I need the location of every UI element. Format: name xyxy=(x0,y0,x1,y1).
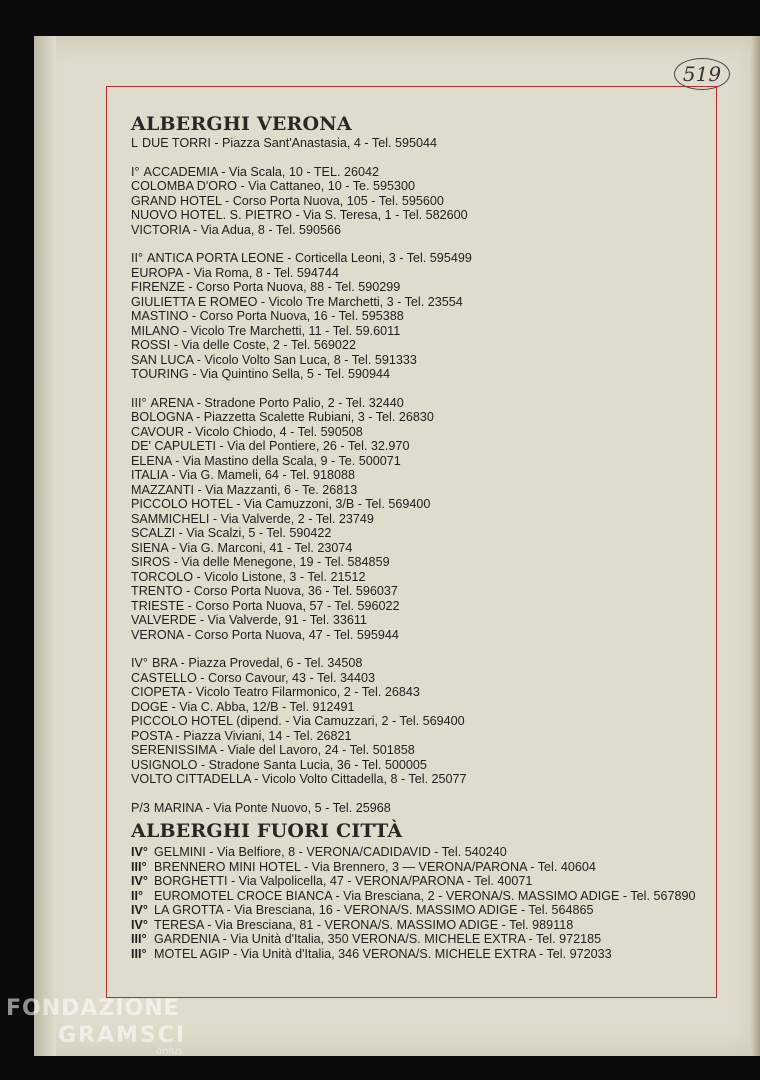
hotel-entry xyxy=(131,396,711,411)
page-spine xyxy=(34,36,56,1056)
hotel-entry-text: FIRENZE - Corso Porta Nuova, 88 - Tel. 590299 xyxy=(131,280,401,294)
hotel-entry xyxy=(131,613,711,628)
hotel-entry-text: TOURING - Via Quintino Sella, 5 - Tel. 590944 xyxy=(131,367,391,381)
hotel-entry-text: SIROS - Via delle Menegone, 19 - Tel. 584859 xyxy=(131,555,390,569)
hotel-entry-text: VALVERDE - Via Valverde, 91 - Tel. 33611 xyxy=(131,613,367,627)
hotel-entry-text: SAN LUCA - Vicolo Volto San Luca, 8 - Tel. 591333 xyxy=(131,352,417,367)
hotel-entry-text: TRIESTE - Corso Porta Nuova, 57 - Tel. 596022 xyxy=(131,598,400,613)
hotel-group xyxy=(131,801,711,816)
hotel-category: P/3 xyxy=(131,800,150,815)
hotel-entry xyxy=(131,801,711,816)
hotel-entry xyxy=(131,454,711,469)
hotel-entry-text: COLOMBA D'ORO - Via Cattaneo, 10 - Te. 595300 xyxy=(131,179,416,193)
hotel-entry-text: GRAND HOTEL - Corso Porta Nuova, 105 - Tel. 595600 xyxy=(131,193,444,208)
hotel-entry xyxy=(131,700,711,715)
hotel-entry xyxy=(131,599,711,614)
out-of-town-entry-text: BORGHETTI - Via Valpolicella, 47 - VERONA/PARONA - Tel. 40071 xyxy=(154,874,533,888)
hotel-entry xyxy=(131,410,711,425)
hotel-entry-text: CAVOUR - Vicolo Chiodo, 4 - Tel. 590508 xyxy=(131,424,363,439)
hotel-entry xyxy=(131,555,711,570)
out-of-town-entry-text: EUROMOTEL CROCE BIANCA - Via Bresciana, 2 - VERONA/S. MASSIMO ADIGE - Tel. 567890 xyxy=(154,888,696,903)
hotel-entry xyxy=(131,570,711,585)
page-number: 519 xyxy=(674,58,730,90)
fondazione-gramsci-watermark xyxy=(6,996,186,1057)
out-of-town-entry xyxy=(131,932,711,947)
hotel-category: IV° xyxy=(131,845,148,859)
hotel-category: IV° xyxy=(131,917,148,932)
hotel-category: III° xyxy=(131,395,147,410)
hotel-category: IV° xyxy=(131,874,148,888)
hotel-entry-text: ANTICA PORTA LEONE - Corticella Leoni, 3 - Tel. 595499 xyxy=(147,251,472,265)
hotel-entry xyxy=(131,526,711,541)
out-of-town-entry-text: TERESA - Via Bresciana, 81 - VERONA/S. MASSIMO ADIGE - Tel. 989118 xyxy=(154,917,574,932)
hotel-category: L xyxy=(131,136,139,150)
hotel-entry xyxy=(131,194,711,209)
hotel-entry xyxy=(131,223,711,238)
hotel-group xyxy=(131,251,711,382)
hotel-entry-text: PICCOLO HOTEL (dipend. - Via Camuzzari, 2 - Tel. 569400 xyxy=(131,714,465,728)
hotel-groups xyxy=(131,136,711,815)
hotel-entry xyxy=(131,497,711,512)
hotel-entry-text: SIENA - Via G. Marconi, 41 - Tel. 23074 xyxy=(131,540,353,555)
hotel-entry-text: SERENISSIMA - Viale del Lavoro, 24 - Tel. 501858 xyxy=(131,743,415,757)
hotel-category: IV° xyxy=(131,903,148,917)
hotel-entry-text: DUE TORRI - Piazza Sant'Anastasia, 4 - Tel. 595044 xyxy=(142,136,438,150)
hotel-entry xyxy=(131,468,711,483)
hotel-group xyxy=(131,165,711,238)
hotel-entry xyxy=(131,512,711,527)
hotel-entry xyxy=(131,743,711,758)
hotel-entry-text: ITALIA - Via G. Mameli, 64 - Tel. 918088 xyxy=(131,468,355,482)
out-of-town-entry xyxy=(131,874,711,889)
hotel-category: III° xyxy=(131,946,147,961)
watermark-line1: FONDAZIONE xyxy=(6,996,180,1021)
hotel-category: II° xyxy=(131,888,144,903)
hotel-entry-text: ELENA - Via Mastino della Scala, 9 - Te. 500071 xyxy=(131,453,401,468)
out-of-town-entry xyxy=(131,860,711,875)
hotel-category: I° xyxy=(131,164,140,179)
hotel-entry-text: MASTINO - Corso Porta Nuova, 16 - Tel. 595388 xyxy=(131,309,404,323)
hotel-category: IV° xyxy=(131,656,148,670)
hotel-entry xyxy=(131,353,711,368)
hotel-entry xyxy=(131,179,711,194)
hotel-entry-text: MILANO - Vicolo Tre Marchetti, 11 - Tel. 59.6011 xyxy=(131,323,401,338)
out-of-town-entry xyxy=(131,889,711,904)
page-edge xyxy=(750,36,760,1056)
hotel-entry xyxy=(131,309,711,324)
hotel-entry xyxy=(131,439,711,454)
hotel-entry xyxy=(131,208,711,223)
hotel-entry xyxy=(131,656,711,671)
hotel-entry xyxy=(131,266,711,281)
hotel-entry-text: MAZZANTI - Via Mazzanti, 6 - Te. 26813 xyxy=(131,482,358,497)
hotel-entry-text: VOLTO CITTADELLA - Vicolo Volto Cittadella, 8 - Tel. 25077 xyxy=(131,772,467,786)
hotel-entry-text: ACCADEMIA - Via Scala, 10 - TEL. 26042 xyxy=(143,164,379,179)
hotel-entry xyxy=(131,295,711,310)
hotel-entry xyxy=(131,758,711,773)
hotel-entry-text: GIULIETTA E ROMEO - Vicolo Tre Marchetti, 3 - Tel. 23554 xyxy=(131,294,463,309)
hotel-entry-text: TORCOLO - Vicolo Listone, 3 - Tel. 21512 xyxy=(131,569,366,584)
out-of-town-entry-text: MOTEL AGIP - Via Unità d'Italia, 346 VERONA/S. MICHELE EXTRA - Tel. 972033 xyxy=(154,946,612,961)
hotel-entry-text: EUROPA - Via Roma, 8 - Tel. 594744 xyxy=(131,265,339,280)
hotel-entry xyxy=(131,251,711,266)
hotel-list-content xyxy=(131,112,711,961)
hotel-entry-text: USIGNOLO - Stradone Santa Lucia, 36 - Tel. 500005 xyxy=(131,757,427,772)
watermark-line3: onlus xyxy=(156,1046,183,1057)
hotel-entry-text: VERONA - Corso Porta Nuova, 47 - Tel. 595944 xyxy=(131,627,399,642)
section-title-alberghi-verona: ALBERGHI VERONA xyxy=(131,113,352,135)
hotel-entry-text: POSTA - Piazza Viviani, 14 - Tel. 26821 xyxy=(131,728,352,743)
hotel-entry-text: PICCOLO HOTEL - Via Camuzzoni, 3/B - Tel. 569400 xyxy=(131,497,431,511)
hotel-entry xyxy=(131,628,711,643)
hotel-category: III° xyxy=(131,859,147,874)
hotel-entry xyxy=(131,425,711,440)
out-of-town-entry xyxy=(131,845,711,860)
hotel-entry-text: NUOVO HOTEL. S. PIETRO - Via S. Teresa, 1 - Tel. 582600 xyxy=(131,208,468,222)
hotel-entry xyxy=(131,483,711,498)
hotel-entry xyxy=(131,584,711,599)
hotel-entry xyxy=(131,136,711,151)
hotel-group xyxy=(131,656,711,787)
hotel-entry-text: BRA - Piazza Provedal, 6 - Tel. 34508 xyxy=(151,656,363,670)
hotel-entry-text: CASTELLO - Corso Cavour, 43 - Tel. 34403 xyxy=(131,670,376,685)
section-title-alberghi-fuori-citta: ALBERGHI FUORI CITTÀ xyxy=(131,820,403,842)
out-of-town-entry-text: LA GROTTA - Via Bresciana, 16 - VERONA/S. MASSIMO ADIGE - Tel. 564865 xyxy=(154,903,594,917)
hotel-entry xyxy=(131,367,711,382)
hotel-entry xyxy=(131,714,711,729)
hotel-entry-text: MARINA - Via Ponte Nuovo, 5 - Tel. 25968 xyxy=(153,800,391,815)
hotel-entry xyxy=(131,338,711,353)
hotel-entry xyxy=(131,165,711,180)
hotel-category: III° xyxy=(131,932,147,946)
hotel-entry-text: BOLOGNA - Piazzetta Scalette Rubiani, 3 - Tel. 26830 xyxy=(131,410,434,424)
out-of-town-list xyxy=(131,845,711,961)
hotel-entry-text: VICTORIA - Via Adua, 8 - Tel. 590566 xyxy=(131,222,342,237)
hotel-entry-text: CIOPETA - Vicolo Teatro Filarmonico, 2 - Tel. 26843 xyxy=(131,685,420,699)
hotel-entry xyxy=(131,685,711,700)
out-of-town-entry-text: BRENNERO MINI HOTEL - Via Brennero, 3 — VERONA/PARONA - Tel. 40604 xyxy=(154,859,596,874)
hotel-entry-text: ARENA - Stradone Porto Palio, 2 - Tel. 32440 xyxy=(150,395,404,410)
out-of-town-entry-text: GARDENIA - Via Unità d'Italia, 350 VERONA/S. MICHELE EXTRA - Tel. 972185 xyxy=(154,932,602,946)
hotel-category: II° xyxy=(131,251,144,265)
hotel-entry-text: DOGE - Via C. Abba, 12/B - Tel. 912491 xyxy=(131,699,355,714)
hotel-entry xyxy=(131,772,711,787)
hotel-entry-text: ROSSI - Via delle Coste, 2 - Tel. 569022 xyxy=(131,338,356,352)
out-of-town-entry xyxy=(131,903,711,918)
out-of-town-entry xyxy=(131,947,711,962)
hotel-entry xyxy=(131,541,711,556)
hotel-entry-text: SCALZI - Via Scalzi, 5 - Tel. 590422 xyxy=(131,526,332,540)
hotel-group xyxy=(131,396,711,643)
watermark-line2: GRAMSCI xyxy=(58,1023,187,1048)
hotel-entry xyxy=(131,280,711,295)
hotel-group xyxy=(131,136,711,151)
out-of-town-entry xyxy=(131,918,711,933)
hotel-entry-text: TRENTO - Corso Porta Nuova, 36 - Tel. 596037 xyxy=(131,584,398,598)
hotel-entry-text: SAMMICHELI - Via Valverde, 2 - Tel. 23749 xyxy=(131,511,374,526)
hotel-entry xyxy=(131,324,711,339)
hotel-entry-text: DE' CAPULETI - Via del Pontiere, 26 - Tel. 32.970 xyxy=(131,439,410,453)
out-of-town-entry-text: GELMINI - Via Belfiore, 8 - VERONA/CADIDAVID - Tel. 540240 xyxy=(154,845,507,859)
hotel-entry xyxy=(131,729,711,744)
hotel-entry xyxy=(131,671,711,686)
